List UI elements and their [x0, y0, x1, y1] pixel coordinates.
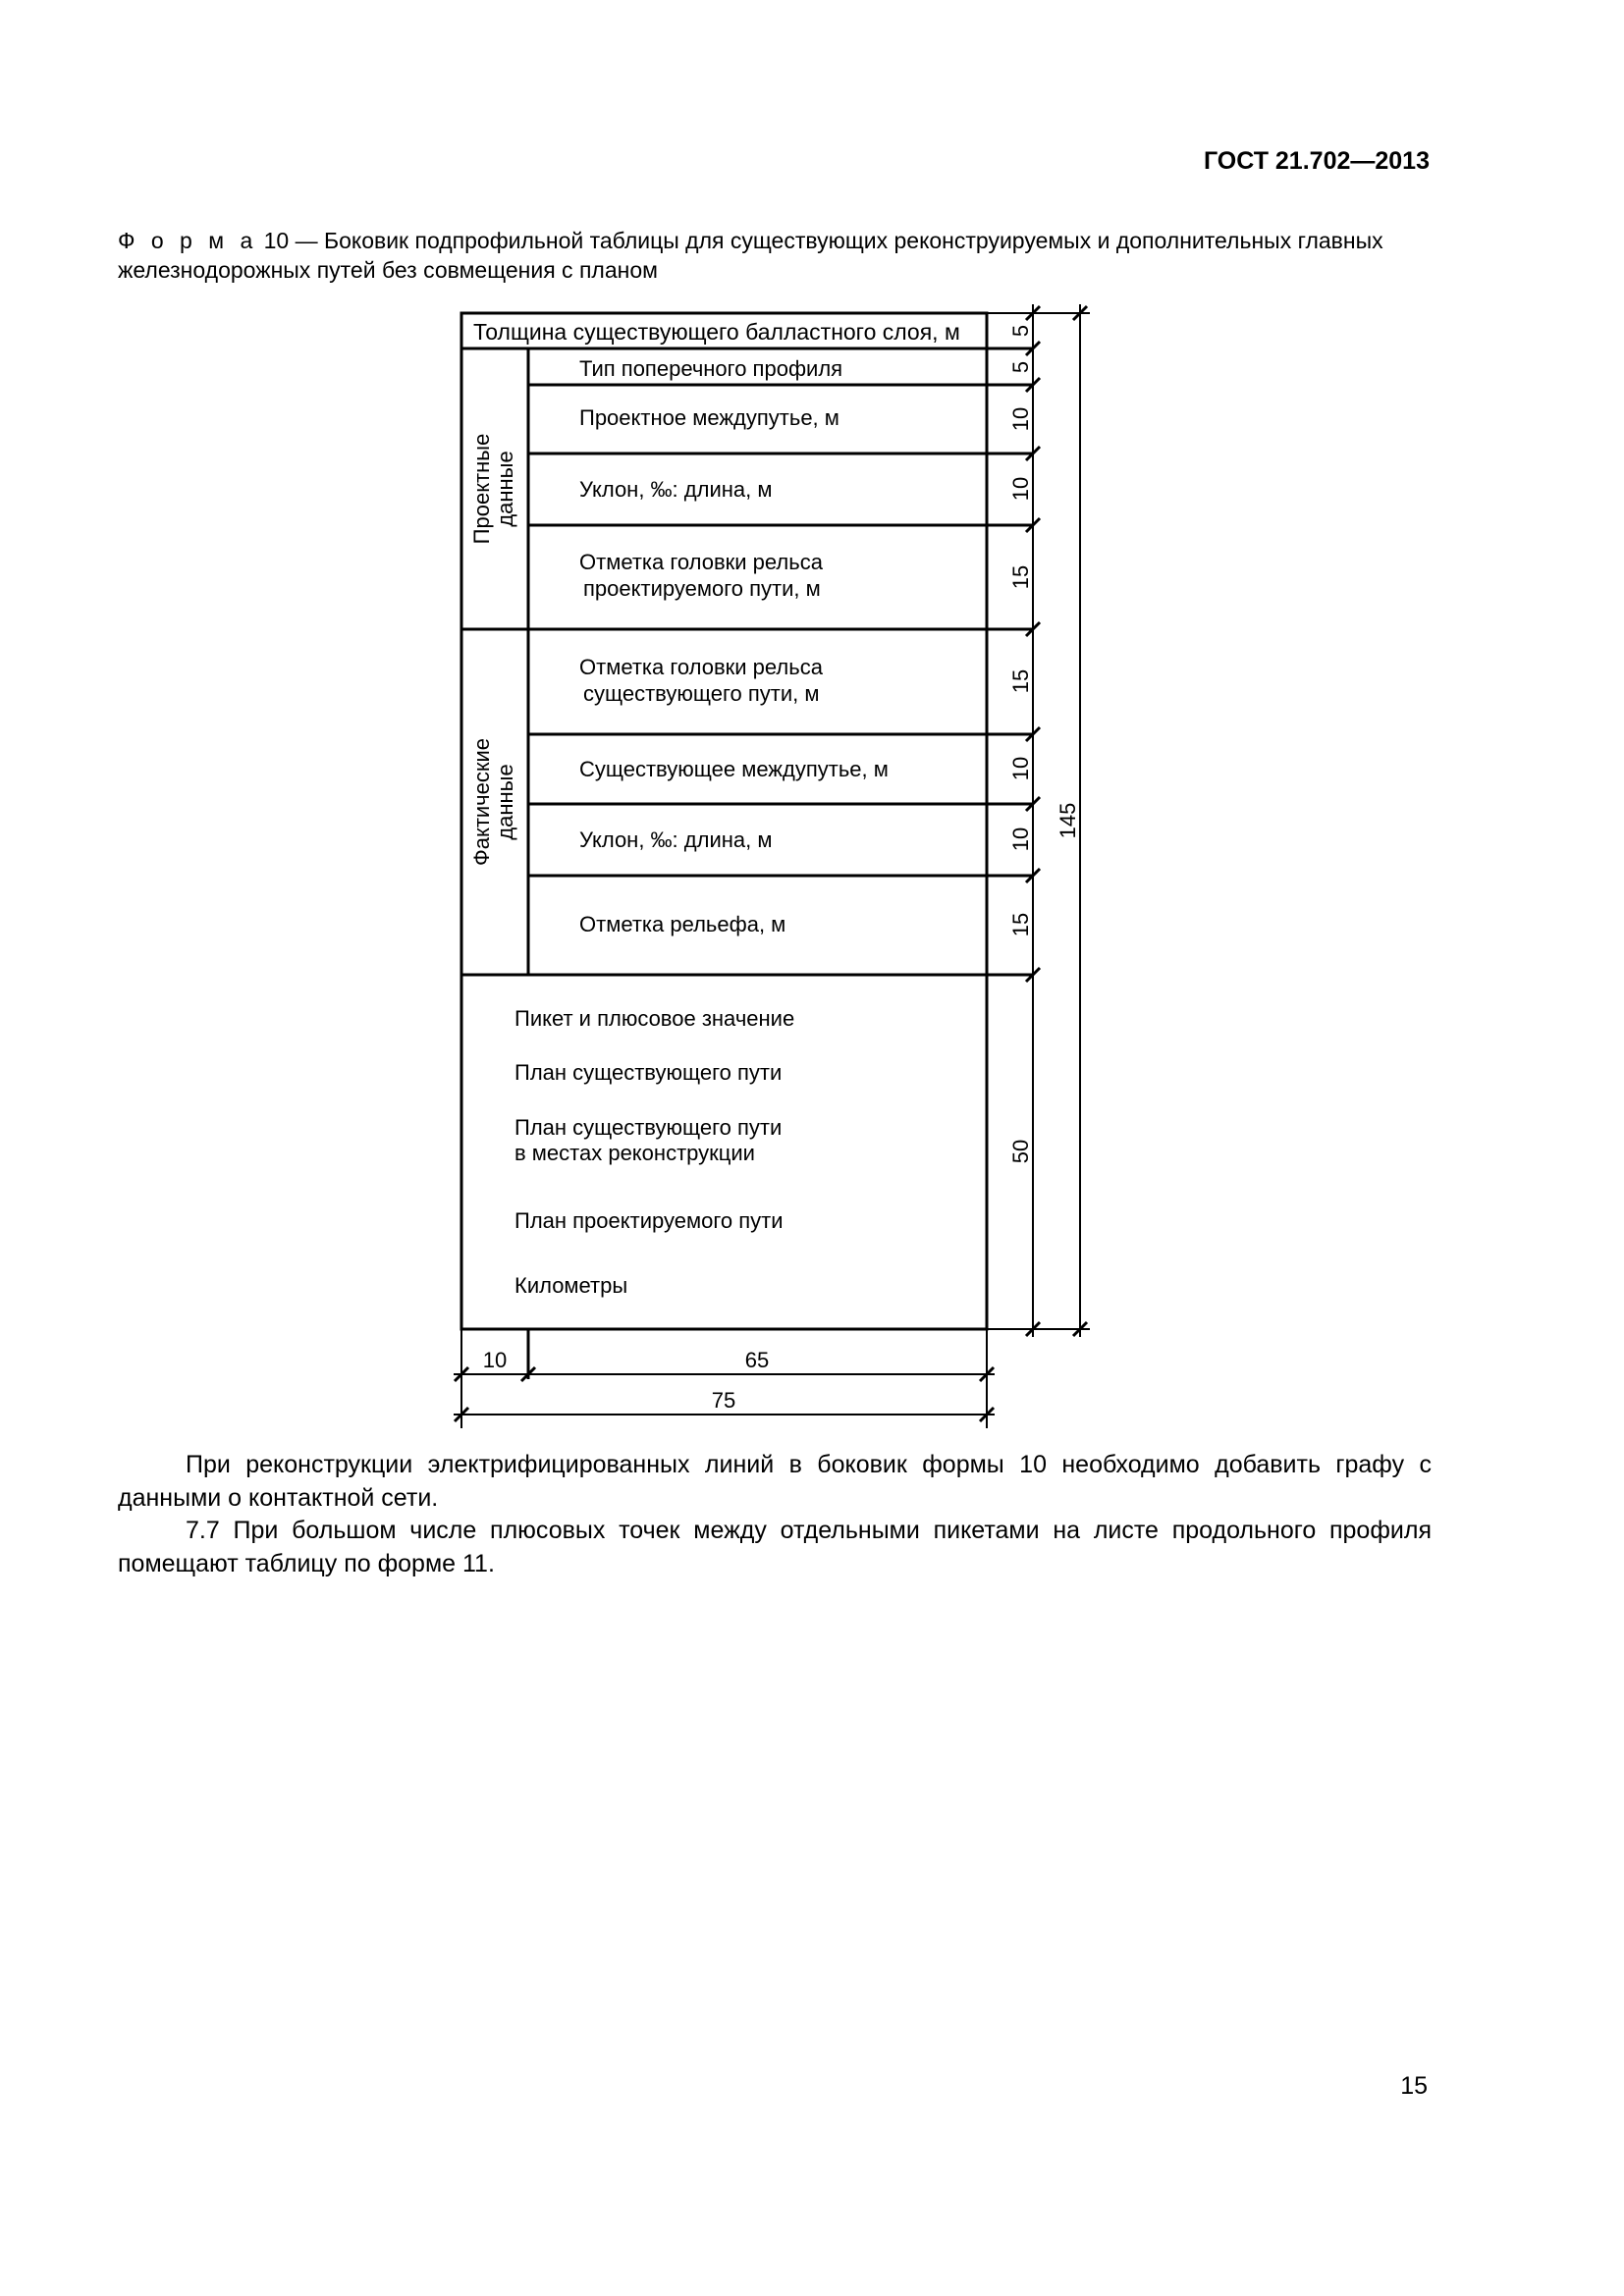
row-label-8: Отметка рельефа, м	[579, 912, 786, 936]
height-value-2: 5	[1008, 360, 1033, 374]
paragraph-2	[118, 1514, 1432, 1580]
row-label-5a: Отметка головки рельса	[579, 655, 823, 679]
height-value-6: 15	[1008, 668, 1033, 694]
row-label-3: Уклон, ‰: длина, м	[579, 477, 773, 502]
row-label-4a: Отметка головки рельса	[579, 550, 823, 574]
bottom-label-2: План существующего пути	[514, 1060, 783, 1085]
top-row-label: Толщина существующего балластного слоя, м	[473, 319, 960, 345]
row-label-1: Тип поперечного профиля	[579, 356, 843, 381]
bottom-label-5: Километры	[514, 1273, 628, 1298]
group-design-line2: данные	[493, 451, 517, 527]
row-label-2: Проектное междупутье, м	[579, 405, 839, 430]
bottom-label-3b: в местах реконструкции	[514, 1141, 755, 1165]
row-label-4b: проектируемого пути, м	[583, 576, 821, 601]
height-value-10: 50	[1008, 1139, 1033, 1164]
group-actual-line1: Фактические	[469, 737, 494, 867]
paragraph-2-text: 7.7 При большом числе плюсовых точек между отдельными пикетами на листе продольного профиля помещают таблицу по форме 11.	[118, 1517, 1432, 1577]
height-value-8: 10	[1008, 827, 1033, 852]
bottom-label-3a: План существующего пути	[514, 1115, 783, 1140]
row-label-6: Существующее междупутье, м	[579, 757, 889, 781]
width-value-2: 65	[744, 1348, 770, 1372]
height-value-5: 15	[1008, 564, 1033, 590]
paragraph-1-text: При реконструкции электрифицированных линий в боковик формы 10 необходимо добавить графу с данными о контактной сети.	[118, 1451, 1432, 1512]
table-frame	[461, 313, 987, 1329]
row-label-7: Уклон, ‰: длина, м	[579, 828, 773, 852]
group-actual-line2: данные	[493, 764, 517, 840]
height-value-1: 5	[1008, 324, 1033, 338]
caption-text: 10 — Боковик подпрофильной таблицы для существующих реконструируемых и дополнительных главных железнодорожных путей без совмещения с планом	[118, 228, 1383, 283]
total-width-value: 75	[711, 1388, 736, 1413]
group-design-line1: Проектные	[469, 433, 494, 545]
caption-lead: Ф о р м а	[118, 228, 258, 253]
height-value-4: 10	[1008, 476, 1033, 502]
row-label-5b: существующего пути, м	[583, 681, 820, 706]
width-value-1: 10	[482, 1348, 508, 1372]
total-height-value: 145	[1056, 802, 1080, 839]
bottom-label-1: Пикет и плюсовое значение	[514, 1006, 795, 1031]
height-value-7: 10	[1008, 756, 1033, 781]
height-value-3: 10	[1008, 406, 1033, 432]
paragraph-1	[118, 1448, 1432, 1515]
page-number: 15	[1400, 2072, 1428, 2100]
bottom-label-4: План проектируемого пути	[514, 1208, 784, 1233]
document-code: ГОСТ 21.702—2013	[1203, 147, 1430, 175]
height-value-9: 15	[1008, 912, 1033, 937]
